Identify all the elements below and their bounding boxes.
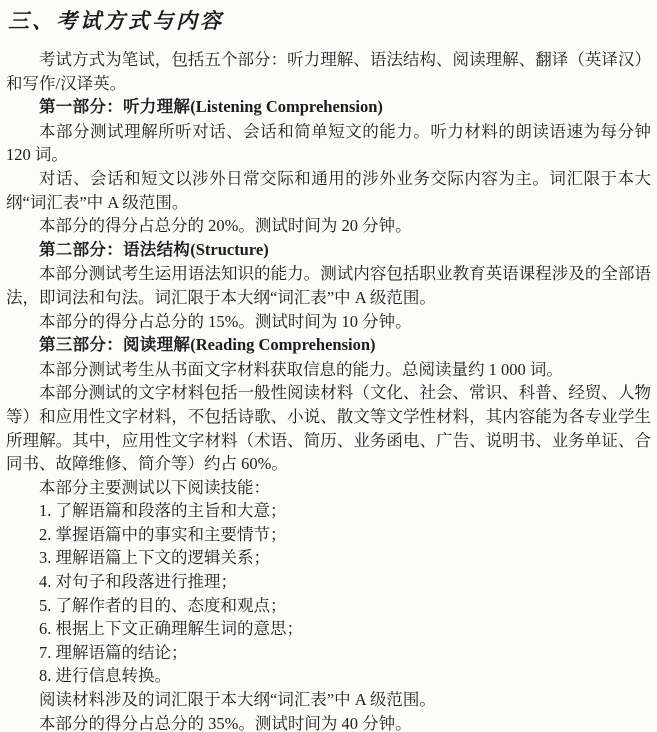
section-heading-listening	[6, 95, 651, 120]
list-item: 2. 掌握语篇中的事实和主要情节；	[39, 524, 287, 544]
paragraph: 本部分的得分占总分的 20%。测试时间为 20 分钟。	[39, 216, 412, 236]
paragraph: 本部分测试的文字材料包括一般性阅读材料（文化、社会、常识、科普、经贸、人物等）和应用性文字材料，不包括诗歌、小说、散文等文学性材料，其内容能为各专业学生所理解。其中，应用性文字材料（术语、简历、业务函电、广告、说明书、业务单证、合同书、故障维修、简介等）约占 60%。	[6, 383, 651, 474]
section-heading-reading	[6, 333, 651, 358]
paragraph: 本部分测试考生从书面文字材料获取信息的能力。总阅读量约 1 000 词。	[39, 359, 563, 379]
paragraph: 对话、会话和短文以涉外日常交际和通用的涉外业务交际内容为主。词汇限于本大纲“词汇表”中 A 级范围。	[6, 168, 651, 212]
paragraph: 本部分的得分占总分的 15%。测试时间为 10 分钟。	[39, 311, 412, 331]
list-item: 6. 根据上下文正确理解生词的意思；	[39, 619, 303, 639]
list-item: 5. 了解作者的目的、态度和观点；	[39, 595, 287, 615]
list-item: 3. 理解语篇上下文的逻辑关系；	[39, 548, 270, 568]
list-item: 8. 进行信息转换。	[39, 666, 171, 686]
section-heading-zh: 第三部分：阅读理解	[39, 336, 191, 355]
paragraph: 本部分的得分占总分的 35%。测试时间为 40 分钟。	[39, 713, 412, 732]
section-heading-zh: 第二部分：语法结构	[39, 240, 191, 259]
paragraph: 阅读材料涉及的词汇限于本大纲“词汇表”中 A 级范围。	[39, 690, 436, 710]
section-heading-zh: 第一部分：听力理解	[39, 98, 191, 117]
list-item: 7. 理解语篇的结论；	[39, 642, 188, 662]
paragraph: 本部分测试理解所听对话、会话和简单短文的能力。听力材料的朗读语速为每分钟 120 词。	[6, 121, 651, 165]
section-heading-structure	[6, 238, 651, 263]
paragraph: 本部分测试考生运用语法知识的能力。测试内容包括职业教育英语课程涉及的全部语法，即词法和句法。词汇限于本大纲“词汇表”中 A 级范围。	[6, 264, 651, 307]
list-item: 1. 了解语篇和段落的主旨和大意；	[39, 501, 287, 521]
intro-paragraph: 考试方式为笔试，包括五个部分：听力理解、语法结构、阅读理解、翻译（英译汉）和写作/汉译英。	[6, 50, 651, 93]
section-heading-en: (Structure)	[190, 239, 269, 259]
section-heading-en: (Reading Comprehension)	[190, 335, 376, 355]
section-heading-en: (Listening Comprehension)	[190, 97, 383, 117]
page-title: 三、考试方式与内容	[8, 9, 224, 33]
paragraph: 本部分主要测试以下阅读技能：	[39, 477, 270, 497]
list-item: 4. 对句子和段落进行推理；	[39, 572, 237, 592]
